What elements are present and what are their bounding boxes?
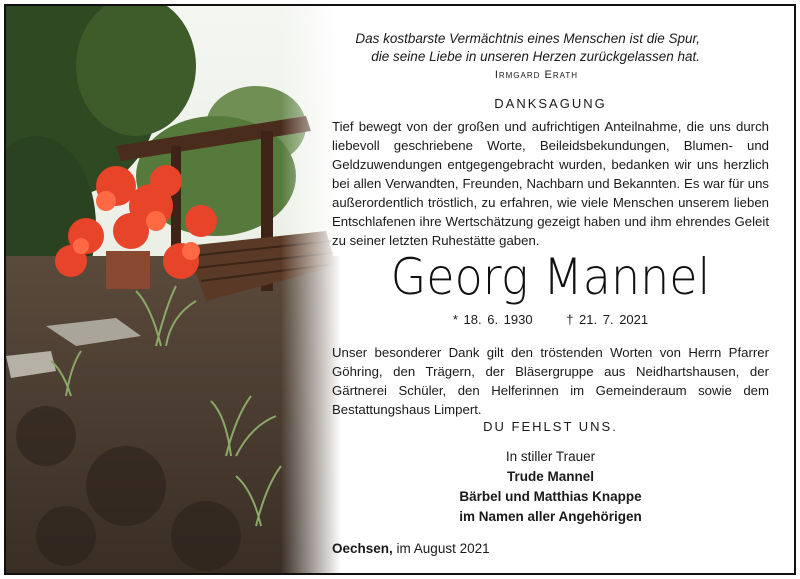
birth-date: * 18. 6. 1930 — [452, 312, 533, 327]
thanks-paragraph: Tief bewegt von der großen und aufrichtigen Anteilnahme, die uns durch liebevoll geschriebene Worte, Beileidsbekundungen, Blumen- und Geldzuwendungen entgegengebracht wurden, bedanken wir uns herzlich bei allen Verwandten, Freunden, Nachbarn und Bekannten. Es war für uns außerordentlich tröstlich, zu erfahren, wie viele Menschen unserem lieben Entschlafenen ihre Wertschätzung gezeigt haben und ihm ehrendes Geleit zu seiner letzten Ruhestätte gaben. — [332, 119, 769, 248]
mourners-block — [328, 447, 773, 527]
garden-photo — [6, 6, 341, 573]
mourner-name: Trude Mannel — [506, 469, 594, 484]
death-date: † 21. 7. 2021 — [566, 312, 649, 327]
quote — [280, 30, 700, 66]
missed-line: DU FEHLST UNS. — [483, 419, 618, 434]
text-column — [328, 6, 778, 573]
mourner-name: Bärbel und Matthias Knappe — [459, 489, 642, 504]
place-date — [332, 541, 490, 556]
obituary-frame — [4, 4, 796, 575]
place-month: im August 2021 — [396, 541, 490, 556]
quote-line-1: Das kostbarste Vermächtnis eines Menschen ist die Spur, — [355, 31, 700, 46]
quote-line-2: die seine Liebe in unseren Herzen zurückgelassen hat. — [371, 49, 700, 64]
heading: DANKSAGUNG — [494, 96, 607, 111]
special-thanks-paragraph: Unser besonderer Dank gilt den tröstenden Worten von Herrn Pfarrer Göhring, den Trägern, der Bläsergruppe aus Neidhartshausen, der Gärtnerei Schüler, den Helferinnen im Gemeinderaum sowie dem Bestattungshaus Limpert. — [332, 345, 769, 417]
deceased-name: Georg Mannel — [390, 248, 711, 306]
quote-author: Irmgard Erath — [494, 69, 578, 81]
life-dates — [328, 312, 773, 327]
mourners-intro: In stiller Trauer — [505, 449, 596, 464]
place-town: Oechsen, — [332, 541, 393, 556]
mourner-name: im Namen aller Angehörigen — [459, 509, 642, 524]
